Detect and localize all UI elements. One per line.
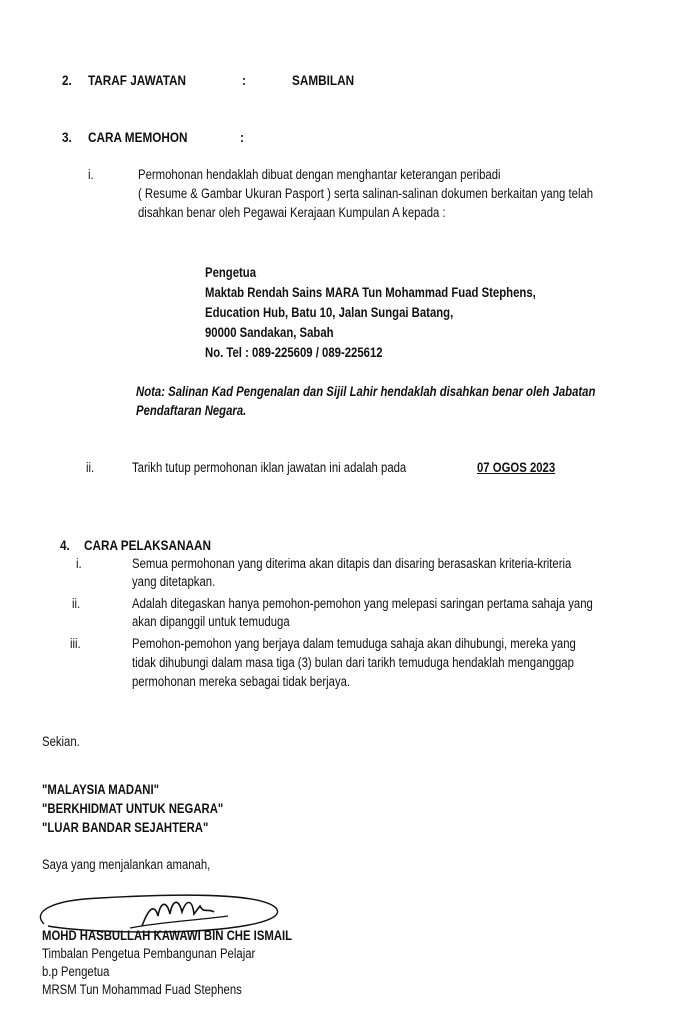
section3-label: CARA MEMOHON xyxy=(88,129,188,145)
signatory-bp: b.p Pengetua xyxy=(42,964,110,979)
address-line: Education Hub, Batu 10, Jalan Sungai Batang, xyxy=(205,305,454,320)
section4-item-line: akan dipanggil untuk temuduga xyxy=(132,614,290,629)
signatory-title: Timbalan Pengetua Pembangunan Pelajar xyxy=(42,946,256,961)
section3-colon: : xyxy=(240,129,244,145)
amanah-text: Saya yang menjalankan amanah, xyxy=(42,857,211,872)
section4-item-line: permohonan mereka sebagai tidak berjaya. xyxy=(132,674,351,689)
section4-item-line: yang ditetapkan. xyxy=(132,574,216,589)
section3-item-i-number: i. xyxy=(88,167,94,182)
closing-date: 07 OGOS 2023 xyxy=(477,460,556,475)
note-line1: Nota: Salinan Kad Pengenalan dan Sijil Lahir hendaklah disahkan benar oleh Jabatan xyxy=(136,384,596,399)
address-line: Pengetua xyxy=(205,265,257,280)
section4-number: 4. xyxy=(60,537,70,553)
address-line: 90000 Sandakan, Sabah xyxy=(205,325,334,340)
section3-item-i-line2: ( Resume & Gambar Ukuran Pasport ) serta salinan-salinan dokumen berkaitan yang telah xyxy=(138,186,594,201)
section4-item-line: Semua permohonan yang diterima akan ditapis dan disaring berasaskan kriteria-kriteria xyxy=(132,556,572,571)
address-line: No. Tel : 089-225609 / 089-225612 xyxy=(205,345,383,360)
sekian-text: Sekian. xyxy=(42,734,80,749)
section3-item-ii-number: ii. xyxy=(86,460,95,475)
signatory-org: MRSM Tun Mohammad Fuad Stephens xyxy=(42,982,242,997)
section3-item-i-line3: disahkan benar oleh Pegawai Kerajaan Kumpulan A kepada : xyxy=(138,205,446,220)
section3-number: 3. xyxy=(62,129,72,145)
section2-colon: : xyxy=(242,72,246,88)
slogan: "LUAR BANDAR SEJAHTERA" xyxy=(42,820,209,835)
signatory-name: MOHD HASBULLAH KAWAWI BIN CHE ISMAIL xyxy=(42,928,293,943)
section4-label: CARA PELAKSANAAN xyxy=(84,537,211,553)
section2-value: SAMBILAN xyxy=(292,72,355,88)
section3-item-i-line1: Permohonan hendaklah dibuat dengan menghantar keterangan peribadi xyxy=(138,167,501,182)
section2-number: 2. xyxy=(62,72,72,88)
section4-item-line: Pemohon-pemohon yang berjaya dalam temuduga sahaja akan dihubungi, mereka yang xyxy=(132,636,576,651)
slogan: "MALAYSIA MADANI" xyxy=(42,782,160,797)
note-line2: Pendaftaran Negara. xyxy=(136,403,247,418)
section4-item-number: i. xyxy=(76,556,82,571)
section4-item-line: Adalah ditegaskan hanya pemohon-pemohon yang melepasi saringan pertama sahaja yang xyxy=(132,596,593,611)
address-line: Maktab Rendah Sains MARA Tun Mohammad Fuad Stephens, xyxy=(205,285,536,300)
section3-item-ii-text: Tarikh tutup permohonan iklan jawatan ini adalah pada xyxy=(132,460,407,475)
section4-item-number: iii. xyxy=(70,636,81,651)
section4-item-line: tidak dihubungi dalam masa tiga (3) bulan dari tarikh temuduga hendaklah menganggap xyxy=(132,655,574,670)
slogan: "BERKHIDMAT UNTUK NEGARA" xyxy=(42,801,224,816)
section2-label: TARAF JAWATAN xyxy=(88,72,186,88)
section4-item-number: ii. xyxy=(72,596,81,611)
